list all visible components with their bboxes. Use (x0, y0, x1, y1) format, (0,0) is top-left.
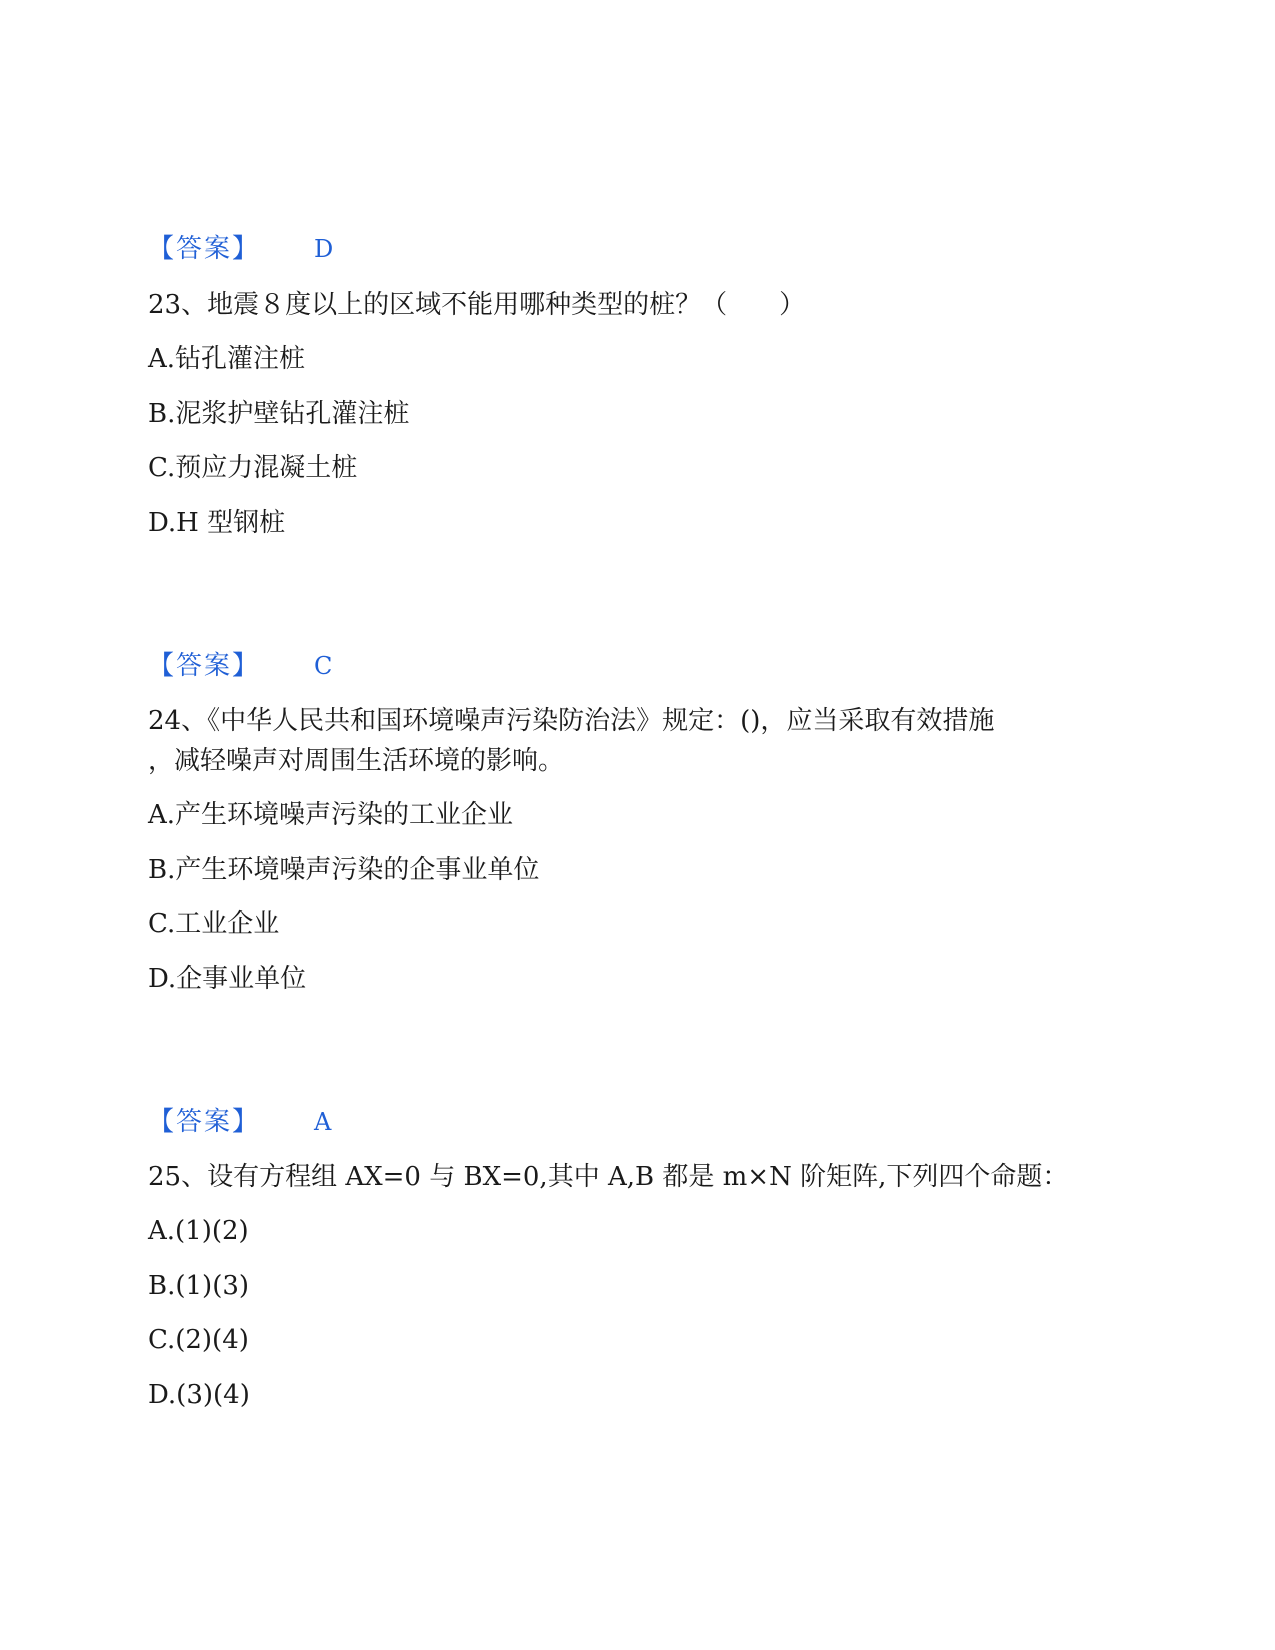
answer-line-24 (148, 1105, 331, 1139)
answer-value: A (314, 1108, 332, 1136)
option-23-d: D.H 型钢桩 (148, 508, 286, 538)
question-24-line-2: ，减轻噪声对周围生活环境的影响。 (148, 746, 565, 776)
option-23-a: A.钻孔灌注桩 (148, 344, 306, 374)
option-25-d: D.(3)(4) (148, 1380, 250, 1410)
answer-label: 【答案】 (148, 234, 261, 264)
option-25-b: B.(1)(3) (148, 1271, 250, 1301)
answer-line-23 (148, 649, 332, 683)
question-25: 25、设有方程组 AX=0 与 BX=0,其中 A,B 都是 m×N 阶矩阵,下列四个命题： (148, 1162, 1069, 1192)
answer-value: D (314, 235, 334, 263)
option-24-a: A.产生环境噪声污染的工业企业 (148, 800, 514, 830)
answer-line-22 (148, 232, 333, 266)
option-24-b: B.产生环境噪声污染的企事业单位 (148, 855, 540, 885)
answer-value: C (314, 652, 333, 680)
answer-label: 【答案】 (148, 651, 261, 681)
option-24-d: D.企事业单位 (148, 964, 307, 994)
answer-label: 【答案】 (148, 1107, 261, 1137)
option-25-c: C.(2)(4) (148, 1325, 249, 1355)
question-23: 23、地震８度以上的区域不能用哪种类型的桩？（ ） (148, 290, 806, 320)
option-25-a: A.(1)(2) (148, 1216, 249, 1246)
option-24-c: C.工业企业 (148, 909, 280, 939)
option-23-c: C.预应力混凝土桩 (148, 453, 358, 483)
option-23-b: B.泥浆护壁钻孔灌注桩 (148, 399, 410, 429)
question-24-line-1: 24、《中华人民共和国环境噪声污染防治法》规定：()，应当采取有效措施 (148, 706, 995, 736)
